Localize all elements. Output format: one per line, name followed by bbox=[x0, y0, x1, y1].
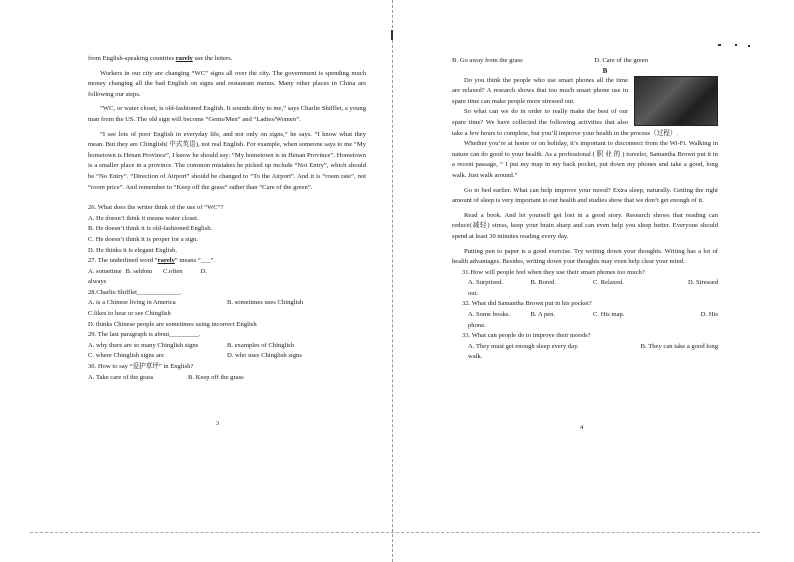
option-c: C. He doesn’t think it is proper for a sign. bbox=[88, 235, 198, 243]
scan-mark bbox=[718, 44, 721, 46]
option-d-continued: always bbox=[88, 278, 107, 286]
paragraph: Workers in our city are changing “WC” signs all over the city. The government is spending much money changing all the bad English on signs and restaurant menus. Many other places in China are following our steps. bbox=[88, 69, 366, 98]
section-title: B bbox=[602, 66, 608, 75]
page-number: 4 bbox=[580, 424, 584, 431]
option-a: A. why there are so many Chinglish signs bbox=[88, 341, 199, 349]
paragraph: Whether you’re at home or on holiday, it’s important to disconnect from the Wi-Fi. Walking in nature can do good to your health. As a professional ( 职 业 的 ) traveler, Samantha Brown put it in a recent passage, “ I put my map in my back pocket, put down my phones and take a good, long walk. Just walk around.” bbox=[452, 140, 718, 179]
question-stem: 26. What does the writer think of the use of “WC”? bbox=[88, 204, 224, 212]
scan-mark bbox=[735, 44, 737, 46]
option-d: D. thinks Chinese people are sometimes using incorrect English bbox=[88, 320, 257, 328]
question-32 bbox=[452, 299, 718, 331]
binding-line bbox=[392, 0, 394, 562]
question-29 bbox=[88, 330, 366, 362]
page-number: 3 bbox=[216, 420, 220, 427]
scan-mark bbox=[391, 30, 393, 40]
option-d: D. He thinks it is elegant English. bbox=[88, 246, 178, 254]
question-stem: 30. How to say “爱护草坪” in English? bbox=[88, 363, 194, 371]
question-31 bbox=[452, 268, 718, 300]
question-stem: 33. What can people do to improve their moods? bbox=[462, 332, 591, 340]
underlined-word: rarely bbox=[157, 257, 175, 265]
option-a: A. They must get enough sleep every day. bbox=[468, 342, 579, 350]
option-a: A. sometime bbox=[88, 267, 122, 275]
option-c: C. Relaxed. bbox=[593, 279, 624, 287]
option-b: B. sometimes uses Chinglish bbox=[227, 299, 304, 307]
passage-text: use the letters. bbox=[194, 55, 233, 62]
question-26 bbox=[88, 203, 366, 256]
question-30-continued bbox=[452, 56, 718, 67]
paragraph: “I see lots of poor English in everyday life, and not only on signs,” he says. “I know what they mean. But they are Chinglish( 中式英语), not real English. For example, when someone says to me “My hometown is Henan Province”, I know he should say: “My hometown is in Henan Province”. Hometown is a smaller place in a province. The common mistakes he picked up include “Not Entry”, which should be “No Entry”. “Direction of Airport” should be changed to “To the Airport”. And it is “room rate”, not “room price”. And remember to “Keep off the grass” rather than “Care of the green”. bbox=[88, 130, 366, 191]
option-c: C.likes to hear or see Chinglish bbox=[88, 310, 171, 318]
option-b-continued: walk. bbox=[468, 353, 483, 361]
option-d: D. Stressed bbox=[687, 279, 718, 287]
passage-text: from English-speaking countries bbox=[88, 55, 175, 62]
option-c: C. His map. bbox=[593, 311, 625, 319]
paragraph: So what can we do in order to really make the best of our spare time? We have collected the following activities that also take a few hours to complete, but you’ll improve your health in the process（过程）. bbox=[452, 108, 679, 137]
paragraph: “WC, or water closet, is old-fashioned English. It sounds dirty to me,” says Charlie Shifflet, a young man from the US. The old sign will become “Gents/Men” and “Ladies/Women”. bbox=[88, 105, 366, 123]
option-c: B. Go away from the grass bbox=[452, 57, 523, 64]
paragraph: Read a book. And let yourself get lost in a good story. Research shows that reading can reduce(减轻) stress, keep your brain sharp and can even help you sleep better. Everyone should spend at least 30 minutes reading every day. bbox=[452, 211, 718, 240]
option-d: D. His bbox=[700, 311, 718, 319]
question-stem bbox=[88, 256, 366, 267]
scan-mark bbox=[748, 45, 750, 47]
question-stem: 28.Charlie Shifflet_____________. bbox=[88, 288, 182, 296]
option-c: C.often bbox=[163, 267, 183, 275]
option-d-continued: phone. bbox=[468, 321, 486, 329]
option-a: A. Take care of the grass bbox=[88, 373, 154, 381]
right-page bbox=[452, 56, 718, 363]
question-stem: 32. What did Samantha Brown put in his pocket? bbox=[462, 300, 592, 308]
option-a: A. He doesn’t think it means water closet. bbox=[88, 214, 199, 222]
paragraph: Putting pen to paper is a good exercise. Try writing down your thoughts. Writing has a lot of health advantages. Besides, writing down your thoughts may even help clear your mind. bbox=[452, 247, 718, 266]
option-a: A. Some books. bbox=[468, 311, 511, 319]
option-b: B. examples of Chinglish bbox=[227, 341, 295, 349]
option-b: B. Keep off the grass bbox=[188, 373, 244, 381]
stem-text: 27. The underlined word “ bbox=[88, 257, 158, 265]
question-stem: 31.How will people feel when they use their smart phones too much? bbox=[462, 268, 645, 276]
option-b: B. seldom bbox=[125, 267, 153, 275]
option-a: A. is a Chinese living in America bbox=[88, 299, 176, 307]
option-a: A. Surprised. bbox=[468, 279, 503, 287]
underlined-word: rarely bbox=[175, 55, 193, 62]
cut-line bbox=[30, 532, 760, 533]
option-b: B. He doesn’t think it is old-fashioned English. bbox=[88, 225, 213, 233]
question-28 bbox=[88, 288, 366, 330]
paragraph: Do you think the people who use smart phones all the time are relaxed? A research shows that too much smart phone use in spare time can make people more stressed out. bbox=[452, 76, 628, 105]
paragraph: Go to bed earlier. What can help improve your mood? Extra sleep, naturally. Getting the right amount of sleep is very important to our health and studies show that we don’t get enough of it. bbox=[452, 186, 718, 205]
option-c: C. where Chinglish signs are bbox=[88, 352, 165, 360]
option-d: D. who uses Chinglish signs bbox=[227, 352, 302, 360]
question-stem: 29. The last paragraph is about_________. bbox=[88, 331, 201, 339]
option-d: D. bbox=[200, 267, 207, 275]
option-b: B. A pen. bbox=[530, 311, 556, 319]
question-33 bbox=[452, 331, 718, 363]
passage-line bbox=[88, 54, 366, 65]
question-27 bbox=[88, 256, 366, 288]
option-b: B. Bored. bbox=[530, 279, 556, 287]
option-b: B. They can take a good long bbox=[640, 342, 718, 350]
option-d: D. Care of the green bbox=[594, 57, 648, 64]
stem-text: ” means “___”. bbox=[174, 257, 216, 265]
photo-image bbox=[634, 76, 718, 126]
left-page bbox=[88, 54, 366, 383]
question-30 bbox=[88, 362, 366, 383]
option-d-continued: out. bbox=[468, 289, 479, 297]
